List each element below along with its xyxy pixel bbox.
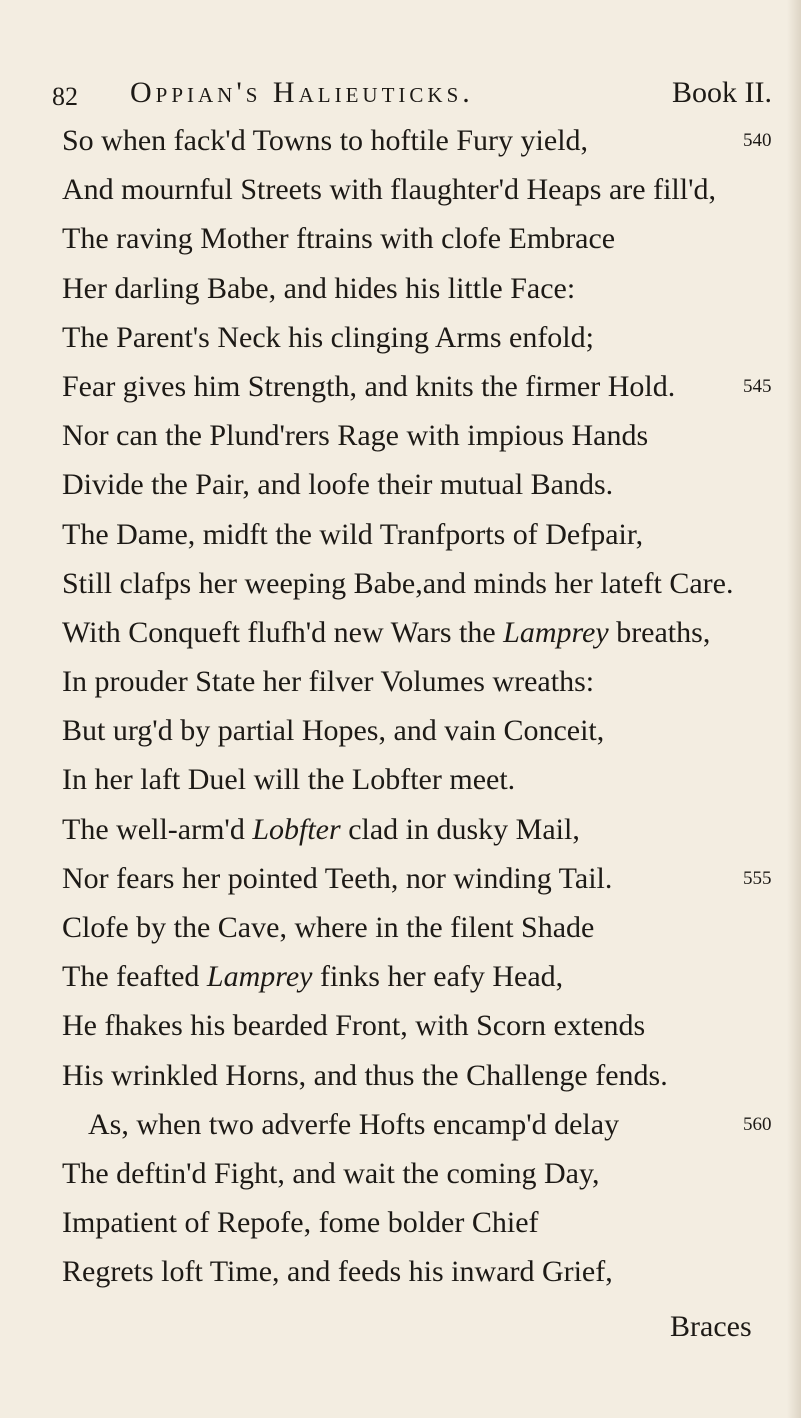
verse-line <box>0 1051 801 1100</box>
italic-word: Lobfter <box>252 812 341 846</box>
verse-text: Her darling Babe, and hides his little Face: <box>62 271 576 305</box>
verse-text: Clofe by the Cave, where in the filent Shade <box>62 911 595 944</box>
verse-text: In her laft Duel will the Lobfter meet. <box>62 763 516 797</box>
verse-line <box>0 460 801 509</box>
verse-text: He fhakes his bearded Front, with Scorn extends <box>62 1009 646 1043</box>
verse-text: As, when two adverfe Hofts encamp'd delay <box>88 1107 620 1141</box>
line-number: 560 <box>743 1113 772 1135</box>
verse-text: His wrinkled Horns, and thus the Challenge fends. <box>62 1058 668 1092</box>
verse-text: Nor fears her pointed Teeth, nor winding Tail. <box>62 861 613 895</box>
verse-line <box>0 510 801 559</box>
verse-text: Impatient of Repofe, fome bolder Chief <box>62 1206 539 1240</box>
verse-text: finks her eafy Head, <box>312 960 564 994</box>
verse-line <box>0 264 801 313</box>
verse-line <box>0 1100 801 1149</box>
verse-text: Fear gives him Strength, and knits the firmer Hold. <box>62 369 676 403</box>
verse-line <box>0 165 801 214</box>
page-number: 82 <box>52 82 78 111</box>
verse-text: Regrets loft Time, and feeds his inward Grief, <box>62 1255 613 1289</box>
book-label: Book II. <box>672 76 772 109</box>
verse-text: The Parent's Neck his clinging Arms enfold; <box>62 320 594 354</box>
line-number: 555 <box>743 867 772 889</box>
verse-line <box>0 903 801 952</box>
verse-line <box>0 608 801 657</box>
italic-word: Lamprey <box>206 960 313 994</box>
verse-line <box>0 1001 801 1050</box>
verse-text: The feafted <box>62 960 207 994</box>
verse-line <box>0 116 801 165</box>
verse-line <box>0 854 801 903</box>
verse-line <box>0 362 801 411</box>
verse-text: The raving Mother ftrains with clofe Embrace <box>62 222 616 256</box>
verse-line <box>0 559 801 608</box>
running-header <box>52 72 772 122</box>
verse-text: clad in dusky Mail, <box>340 812 580 846</box>
poem-body <box>0 116 801 1297</box>
verse-text: Nor can the Plund'rers Rage with impious Hands <box>62 419 649 453</box>
verse-text: breaths, <box>608 615 711 649</box>
verse-line <box>0 755 801 804</box>
verse-text: In prouder State her filver Volumes wreaths: <box>62 665 595 699</box>
verse-line <box>0 214 801 263</box>
verse-line <box>0 657 801 706</box>
italic-word: Lamprey <box>503 615 609 649</box>
catchword: Braces <box>670 1310 752 1343</box>
verse-line <box>0 805 801 854</box>
verse-text: The deftin'd Fight, and wait the coming Day, <box>62 1156 600 1190</box>
verse-text: Still clafps her weeping Babe,and minds her lateft Care. <box>62 566 734 600</box>
running-title: Oppian's Halieuticks. <box>130 76 474 109</box>
verse-line <box>0 1149 801 1198</box>
verse-text: So when fack'd Towns to hoftile Fury yield, <box>62 124 589 157</box>
line-number: 545 <box>743 375 772 397</box>
verse-line <box>0 313 801 362</box>
verse-line <box>0 952 801 1001</box>
verse-text: With Conqueft flufh'd new Wars the <box>62 615 504 649</box>
verse-text: And mournful Streets with flaughter'd Heaps are fill'd, <box>62 173 716 207</box>
verse-text: The well-arm'd <box>62 812 253 846</box>
verse-line <box>0 706 801 755</box>
verse-text: But urg'd by partial Hopes, and vain Conceit, <box>62 714 605 748</box>
verse-text: The Dame, midft the wild Tranfports of Defpair, <box>62 517 644 551</box>
verse-line <box>0 1247 801 1296</box>
verse-line <box>0 411 801 460</box>
verse-line <box>0 1198 801 1247</box>
line-number: 540 <box>743 130 772 151</box>
verse-text: Divide the Pair, and loofe their mutual Bands. <box>62 468 614 502</box>
